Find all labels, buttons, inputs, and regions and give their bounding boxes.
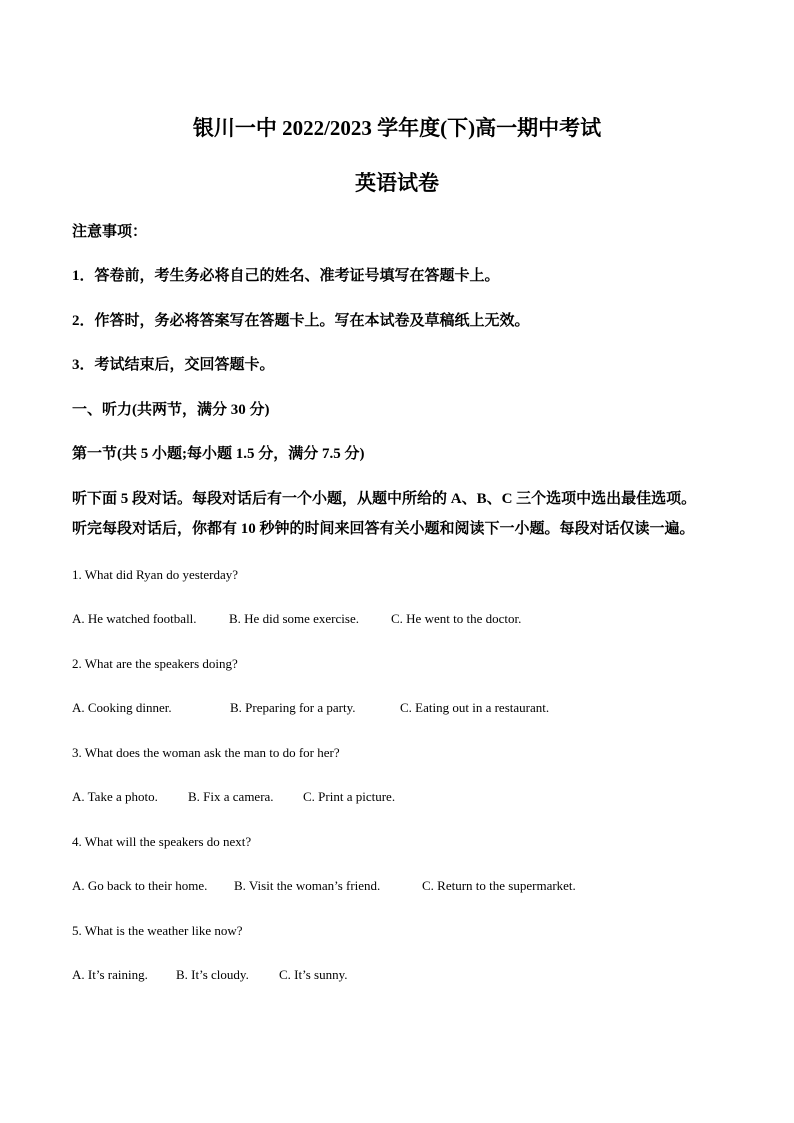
page-subtitle: 英语试卷 [355, 171, 439, 195]
question-options [72, 876, 576, 896]
option-c: C. Return to the supermarket. [422, 878, 576, 893]
instructions-line: 听下面 5 段对话。每段对话后有一个小题，从题中所给的 A、B、C 三个选项中选出最佳选项。 [72, 491, 697, 507]
question-options [72, 787, 395, 807]
option-c: C. Print a picture. [303, 789, 396, 804]
option-a: A. It’s raining. [72, 967, 148, 982]
option-a: A. He watched football. [72, 611, 197, 626]
part-title: 一、听力(共两节，满分 30 分) [72, 402, 270, 418]
option-b: B. It’s cloudy. [176, 967, 249, 982]
option-c: C. He went to the doctor. [391, 611, 522, 626]
question-stem: 2. What are the speakers doing? [72, 656, 238, 671]
option-b: B. He did some exercise. [229, 611, 359, 626]
notice-item: 2．作答时，务必将答案写在答题卡上。写在本试卷及草稿纸上无效。 [72, 313, 530, 329]
option-c: C. It’s sunny. [279, 967, 348, 982]
question-options [72, 609, 521, 629]
question-options [72, 965, 348, 985]
option-b: B. Fix a camera. [188, 789, 274, 804]
option-a: A. Take a photo. [72, 789, 158, 804]
notice-item: 3．考试结束后，交回答题卡。 [72, 357, 275, 373]
subsection-title: 第一节(共 5 小题;每小题 1.5 分，满分 7.5 分) [72, 446, 365, 462]
notice-heading: 注意事项： [72, 224, 148, 240]
option-a: A. Cooking dinner. [72, 700, 172, 715]
notice-item: 1．答卷前，考生务必将自己的姓名、准考证号填写在答题卡上。 [72, 268, 500, 284]
option-b: B. Preparing for a party. [230, 700, 356, 715]
instructions-line: 听完每段对话后，你都有 10 秒钟的时间来回答有关小题和阅读下一小题。每段对话仅读一遍。 [72, 521, 695, 537]
option-c: C. Eating out in a restaurant. [400, 700, 550, 715]
option-a: A. Go back to their home. [72, 878, 208, 893]
question-options [72, 698, 549, 718]
question-stem: 1. What did Ryan do yesterday? [72, 567, 239, 582]
question-stem: 4. What will the speakers do next? [72, 834, 252, 849]
page-title: 银川一中 2022/2023 学年度(下)高一期中考试 [192, 116, 602, 140]
option-b: B. Visit the woman’s friend. [234, 878, 381, 893]
question-stem: 3. What does the woman ask the man to do for her? [72, 745, 340, 760]
question-stem: 5. What is the weather like now? [72, 923, 243, 938]
